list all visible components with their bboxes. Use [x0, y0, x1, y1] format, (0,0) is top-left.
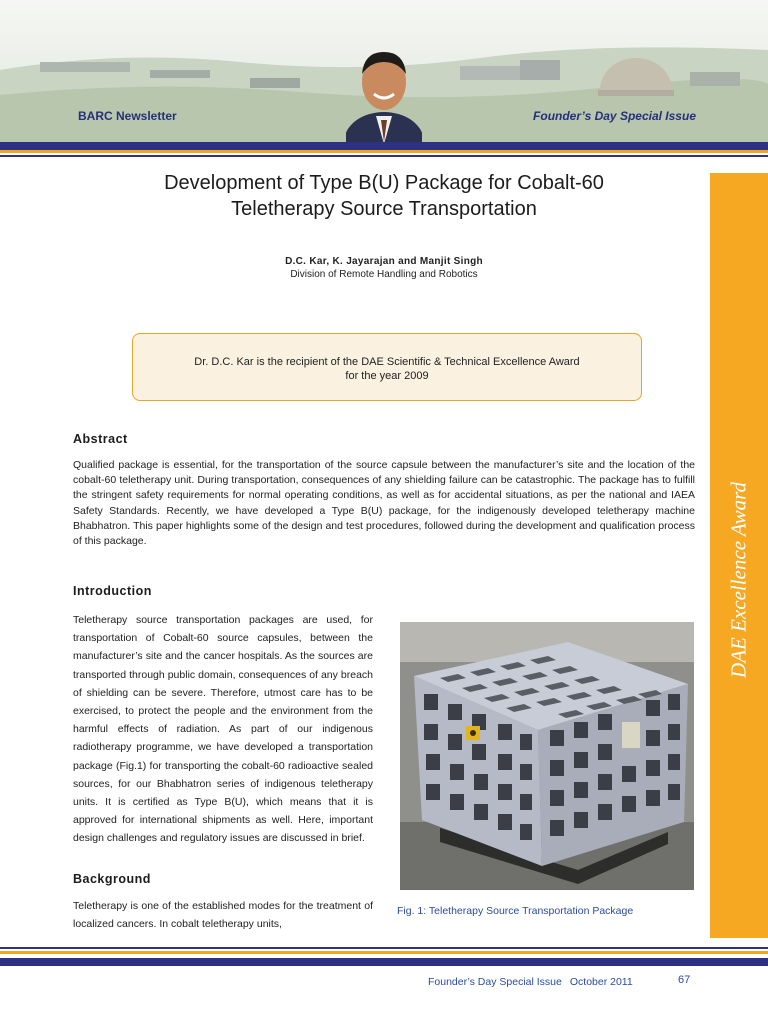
division: Division of Remote Handling and Robotics [290, 269, 478, 280]
award-box [132, 333, 642, 401]
founder-portrait [346, 46, 422, 142]
figure-package-photo [400, 622, 694, 890]
award-line-1: Dr. D.C. Kar is the recipient of the DAE Scientific & Technical Excellence Award [194, 356, 580, 368]
background-text: Teletherapy is one of the established modes for the treatment of localized cancers. In cobalt teletherapy units, [73, 900, 373, 931]
page-number: 67 [678, 974, 691, 986]
article-title: Development of Type B(U) Package for Cobalt-60 Teletherapy Source Transportation [164, 172, 604, 220]
header-rule-thin [0, 155, 768, 157]
footer-rule-thin [0, 947, 768, 949]
newsletter-label: BARC Newsletter [78, 109, 177, 123]
footer-issue-label: Founder’s Day Special Issue [428, 976, 562, 988]
authors: D.C. Kar, K. Jayarajan and Manjit Singh [285, 256, 483, 267]
special-issue-label: Founder’s Day Special Issue [533, 109, 696, 123]
footer-rule-navy [0, 958, 768, 966]
introduction-text: Teletherapy source transportation packages are used, for transportation of Cobalt-60 source capsules, between the manufacturer’s site and the cancer hospitals. As the sources are transported through public domain, consequences of any breach of shielding can be severe. Therefore, utmost care has to be exercised, to protect the people and the environment from the harmful effects of radiation. As part of our indigenous radiotherapy programme, we have developed a transportation package (Fig.1) for transporting the cobalt-60 radioactive sealed sources, for our Bhabhatron series of indigenous teletherapy units. It is certified as Type B(U), which means that it is approved for international shipments as well. Here, important design challenges and regulatory issues are discussed in brief. [73, 614, 373, 845]
abstract-text: Qualified package is essential, for the transportation of the source capsule between the manufacturer’s site and the location of the cobalt-60 teletherapy unit. During transportation, consequences of any shielding failure can be catastrophic. The package has to fulfill the stringent safety requirements for normal operating conditions, as well as for accidental situations, as per the national and IAEA Safety Standards. Recently, we have developed a Type B(U) package, for the indigenously developed teletherapy machine Bhabhatron. This paper highlights some of the design and test procedures, followed during the development and qualification process of this package. [73, 459, 695, 548]
figure-caption: Fig. 1: Teletherapy Source Transportation Package [397, 905, 634, 917]
footer-issue [428, 976, 633, 988]
header-rule-gold [0, 150, 768, 153]
header-banner [0, 0, 768, 142]
award-line-2: for the year 2009 [345, 370, 429, 382]
background-heading: Background [73, 872, 151, 886]
abstract-heading: Abstract [73, 432, 128, 446]
sidebar-label: DAE Excellence Award [726, 482, 751, 678]
footer-date: October 2011 [569, 976, 633, 988]
header-rule-navy [0, 142, 768, 150]
introduction-heading: Introduction [73, 584, 152, 598]
footer-rule-gold [0, 951, 768, 954]
